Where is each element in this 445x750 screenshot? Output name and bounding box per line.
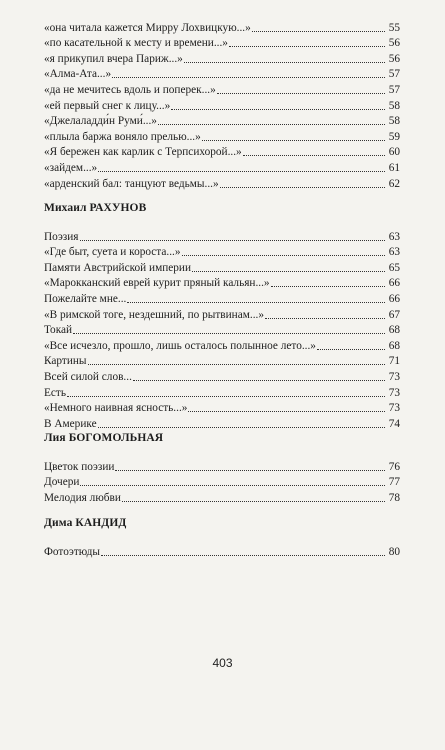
toc-entry-page: 74 [388,417,400,430]
toc-entry-title: Есть [44,386,67,399]
toc-entry-page: 55 [388,21,400,34]
toc-entry-page: 56 [388,52,400,65]
dot-leader [192,270,385,272]
toc-entry-title: «В римской тоге, нездешний, по рытвинам...» [44,308,264,321]
toc-entry-page: 63 [388,246,400,259]
toc-section [44,515,400,559]
toc-entry [44,458,400,474]
toc-entry-title: В Америке [44,417,97,430]
dot-leader [98,170,385,172]
dot-leader [220,186,385,188]
dot-leader [112,76,385,78]
toc-entry [44,415,400,431]
toc-entry [44,97,400,113]
toc-entry-title: «Марокканский еврей курит пряный кальян...» [44,277,270,290]
toc-section [44,200,400,431]
dot-leader [115,469,385,471]
dot-leader [265,317,385,319]
toc-entry-page: 59 [388,130,400,143]
toc-entry [44,384,400,400]
toc-entry [44,35,400,51]
dot-leader [127,301,385,303]
toc-entry-title: Поэзия [44,230,79,243]
toc-entry-page: 80 [388,545,400,558]
toc-entry [44,337,400,353]
toc-entry [44,290,400,306]
toc-entry [44,66,400,82]
toc-entry-page: 57 [388,68,400,81]
toc-entry-title: Фотоэтюды [44,545,100,558]
toc-entry-title: Картины [44,355,87,368]
toc-entry-page: 66 [388,277,400,290]
toc-entry-page: 63 [388,230,400,243]
toc-entry [44,244,400,260]
page-number: 403 [212,656,233,670]
author-heading: Михаил РАХУНОВ [44,202,147,214]
dot-leader [252,30,385,32]
dot-leader [80,239,386,241]
dot-leader [229,45,385,47]
dot-leader [182,254,385,256]
toc-entry [44,228,400,244]
dot-leader [184,61,385,63]
toc-entry-title: «арденский бал: танцуют ведьмы...» [44,177,219,190]
toc-entry-page: 60 [388,146,400,159]
toc-entry-page: 73 [388,370,400,383]
toc-entry-title: «Немного наивная ясность...» [44,402,188,415]
toc-entry [44,50,400,66]
toc-entry-title: «по касательной к месту и времени...» [44,37,228,50]
toc-entry-title: Всей силой слов... [44,370,132,383]
toc-entry-page: 65 [388,261,400,274]
toc-entry-title: Дочери [44,476,80,489]
toc-entry-title: «плыла баржа воняло прелью...» [44,130,201,143]
toc-entry-title: Токай [44,324,73,337]
toc-entry-title: «зайдем...» [44,161,98,174]
toc-entry [44,474,400,490]
author-heading: Дима КАНДИД [44,517,127,529]
toc-section [44,19,400,191]
toc-entry-title: «Я бережен как карлик с Терпсихорой...» [44,146,242,159]
toc-entry [44,543,400,559]
dot-leader [243,154,385,156]
toc-entry [44,259,400,275]
toc-entry [44,306,400,322]
toc-entry-page: 68 [388,339,400,352]
toc-entry [44,128,400,144]
dot-leader [101,554,385,556]
dot-leader [67,395,385,397]
toc-entry-title: «Где быт, суета и короста...» [44,246,181,259]
toc-entry-page: 78 [388,491,400,504]
toc-entry [44,353,400,369]
toc-entry [44,275,400,291]
toc-entry [44,159,400,175]
toc-entry [44,144,400,160]
dot-leader [217,92,385,94]
toc-entry-page: 73 [388,386,400,399]
toc-entry-title: Цветок поэзии [44,460,115,473]
toc-entry [44,19,400,35]
toc-entry-page: 61 [388,161,400,174]
dot-leader [158,123,385,125]
toc-entry-page: 68 [388,324,400,337]
toc-entry [44,175,400,191]
toc-entry-page: 62 [388,177,400,190]
toc-entry-page: 76 [388,460,400,473]
dot-leader [122,500,385,502]
toc-entry-page: 58 [388,99,400,112]
toc-entry-title: «я прикупил вчера Париж...» [44,52,183,65]
dot-leader [133,379,385,381]
toc-entry-page: 56 [388,37,400,50]
toc-entry-title: «она читала кажется Мирру Лохвицкую...» [44,21,251,34]
toc-entry [44,489,400,505]
toc-entry-title: Пожелайте мне... [44,292,127,305]
toc-entry [44,400,400,416]
author-heading: Лия БОГОМОЛЬНАЯ [44,432,164,444]
dot-leader [80,484,385,486]
dot-leader [202,139,385,141]
dot-leader [171,108,385,110]
dot-leader [271,285,385,287]
dot-leader [188,410,385,412]
toc-entry-title: «ей первый снег к лицу...» [44,99,171,112]
toc-entry-page: 57 [388,83,400,96]
toc-entry-title: «Алма-Ата...» [44,68,112,81]
toc-entry-page: 77 [388,476,400,489]
toc-entry-page: 71 [388,355,400,368]
dot-leader [73,332,385,334]
toc-entry-page: 67 [388,308,400,321]
toc-entry [44,368,400,384]
toc-entry-title: Памяти Австрийской империи [44,261,192,274]
toc-entry-title: «Джелаладди́н Руми́...» [44,115,157,128]
toc-entry-title: «да не мечитесь вдоль и поперек...» [44,83,216,96]
toc-entry [44,113,400,129]
toc-entry-page: 73 [388,402,400,415]
toc-entry [44,81,400,97]
dot-leader [88,363,385,365]
dot-leader [317,348,385,350]
toc-section [44,430,400,505]
toc-entry [44,322,400,338]
toc-entry-page: 66 [388,292,400,305]
toc-entry-page: 58 [388,115,400,128]
toc-entry-title: Мелодия любви [44,491,121,504]
dot-leader [98,426,385,428]
toc-entry-title: «Все исчезло, прошло, лишь осталось полынное лето...» [44,339,316,352]
